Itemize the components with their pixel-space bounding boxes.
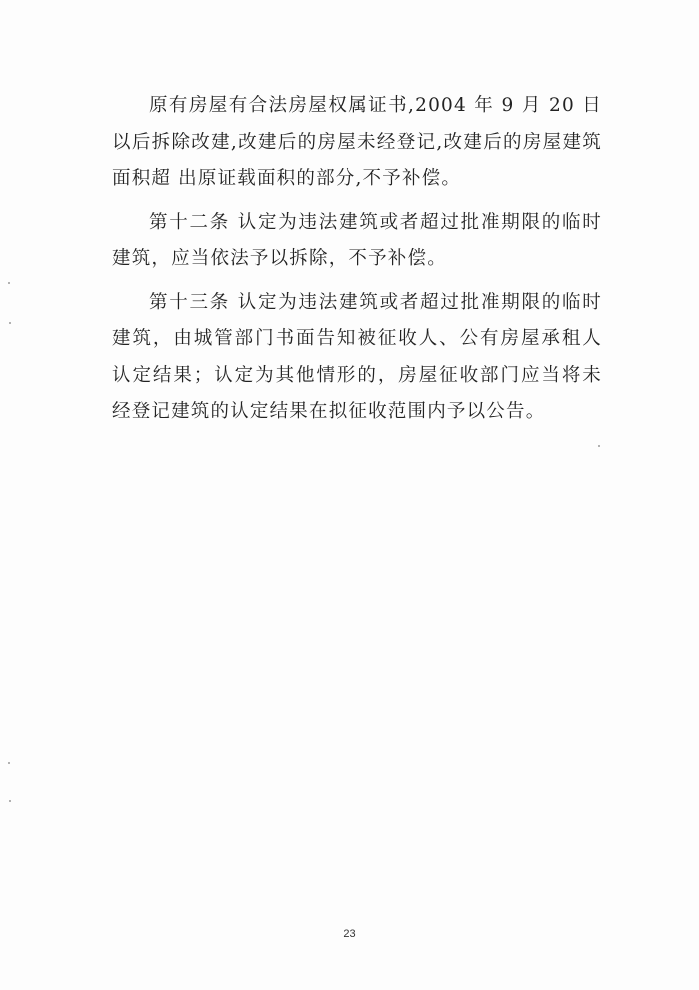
scan-speck [8,762,10,764]
scan-speck [9,322,11,324]
paragraph-article-13: 第十三条 认定为违法建筑或者超过批准期限的临时建筑，由城管部门书面告知被征收人、公有房屋承租人认定结果；认定为其他情形的，房屋征收部门应当将未经登记建筑的认定结果在拟征收范围内予以公告。 [112,291,602,422]
paragraph-article-12: 第十二条 认定为违法建筑或者超过批准期限的临时建筑，应当依法予以拆除，不予补偿。 [112,211,602,269]
scan-speck [598,445,600,447]
paragraph-property-certificate: 原有房屋有合法房屋权属证书,2004 年 9 月 20 日以后拆除改建,改建后的房屋未经登记,改建后的房屋建筑面积超 出原证载面积的部分,不予补偿。 [112,95,602,189]
scan-speck [9,800,11,802]
document-body [112,88,602,438]
page-number: 23 [343,928,356,940]
scan-speck [8,282,10,284]
